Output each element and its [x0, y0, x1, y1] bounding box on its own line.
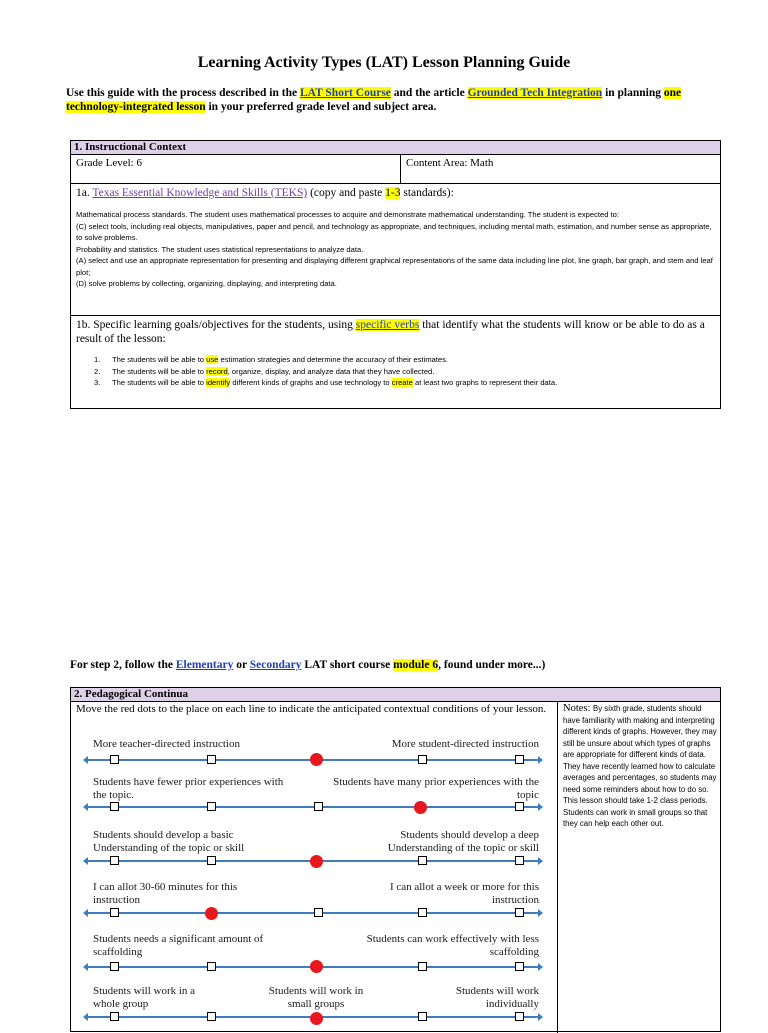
checkbox[interactable]: [110, 856, 119, 865]
grade-level: Grade Level: 6: [71, 155, 401, 183]
checkbox[interactable]: [515, 962, 524, 971]
checkbox[interactable]: [110, 1012, 119, 1021]
q1a-prompt: [76, 186, 716, 200]
checkbox[interactable]: [418, 962, 427, 971]
intro-text: in your preferred grade level and subject area.: [205, 101, 437, 113]
q1a-mid: (copy and paste: [307, 187, 386, 199]
objectives-cell: [71, 316, 720, 389]
red-dot-marker[interactable]: [310, 1012, 323, 1025]
column-divider: [557, 701, 558, 1033]
teks-link[interactable]: Texas Essential Knowledge and Skills (TEKS): [92, 187, 308, 199]
checkbox[interactable]: [418, 755, 427, 764]
red-dot-marker[interactable]: [310, 960, 323, 973]
intro-text: Use this guide with the process described in the: [66, 87, 300, 99]
checkbox[interactable]: [110, 962, 119, 971]
item-text: , organize, display, and analyze data that they have collected.: [227, 366, 435, 376]
item-text: The students will be able to: [112, 366, 207, 376]
continuum-right-label: I can allot a week or more for this instruction: [389, 881, 539, 906]
notes-label: Notes:: [563, 703, 594, 714]
lat-short-course-link[interactable]: LAT Short Course: [299, 87, 391, 99]
item-number: 3.: [94, 378, 101, 387]
standard-line: Mathematical process standards. The student uses mathematical processes to acquire and demonstrate mathematical understanding. The student is expected to:: [76, 210, 619, 219]
continuum-left-label: Students needs a significant amount of scaffolding: [93, 933, 264, 958]
item-text: estimation strategies and determine the accuracy of their estimates.: [218, 355, 449, 364]
continuum-middle-label: Students will work in small groups: [268, 985, 364, 1010]
step2-instruction: [70, 659, 545, 671]
specific-verbs-link[interactable]: specific verbs: [355, 319, 420, 331]
continuum-left-label: Students should develop a basic Understanding of the topic or skill: [93, 829, 245, 854]
intro-text: and the article: [390, 87, 468, 99]
list-item: [94, 354, 716, 366]
continuum-left-label: More teacher-directed instruction: [93, 738, 240, 750]
item-highlight: identify: [206, 378, 231, 387]
red-dot-marker[interactable]: [414, 801, 427, 814]
grounded-tech-link[interactable]: Grounded Tech Integration: [467, 87, 603, 99]
standard-line: Probability and statistics. The student uses statistical representations to analyze data.: [76, 244, 364, 254]
checkbox[interactable]: [207, 962, 216, 971]
checkbox[interactable]: [207, 856, 216, 865]
continuum-right-label: More student-directed instruction: [391, 738, 539, 750]
checkbox[interactable]: [418, 856, 427, 865]
continuum-right-label: Students will work individually: [455, 985, 539, 1010]
red-dot-marker[interactable]: [310, 753, 323, 766]
secondary-link[interactable]: Secondary: [249, 659, 302, 671]
q1b-prompt: [76, 318, 716, 346]
notes-cell: [563, 703, 717, 830]
item-text: at least two graphs to represent their data.: [412, 378, 558, 387]
checkbox[interactable]: [515, 856, 524, 865]
checkbox[interactable]: [207, 1012, 216, 1021]
continuum-right-label: Students have many prior experiences with the topic: [333, 776, 539, 801]
q1a-prefix: 1a.: [76, 187, 93, 199]
continuum-line: [87, 912, 539, 914]
step2-text: LAT short course: [301, 659, 394, 671]
checkbox[interactable]: [515, 908, 524, 917]
grade-content-row: [71, 155, 720, 184]
teks-standards: [76, 209, 716, 290]
instructional-context-table: [70, 140, 721, 409]
item-text: different kinds of graphs and use technology to: [230, 378, 392, 387]
checkbox[interactable]: [110, 755, 119, 764]
section1-header: 1. Instructional Context: [71, 141, 720, 155]
checkbox[interactable]: [110, 802, 119, 811]
objectives-list: [76, 354, 716, 389]
item-highlight: create: [391, 378, 413, 387]
checkbox[interactable]: [314, 802, 323, 811]
q1a-suffix: standards):: [400, 187, 454, 199]
red-dot-marker[interactable]: [310, 855, 323, 868]
item-highlight: record: [206, 366, 228, 376]
continua-instructions: Move the red dots to the place on each line to indicate the anticipated contextual conditions of your lesson.: [76, 703, 547, 715]
list-item: [94, 366, 716, 378]
content-area: Content Area: Math: [406, 157, 494, 169]
pedagogical-continua-table: [70, 687, 721, 1032]
standard-line: (A) select and use an appropriate representation for presenting and displaying different graphical representations of the same data including line plot, line graph, bar graph, and stem and leaf plot;: [76, 256, 713, 277]
section2-header: 2. Pedagogical Continua: [71, 688, 720, 702]
q1b-suffix: that identify what the students will know or be able to do as a result of the lesson:: [76, 319, 705, 345]
checkbox[interactable]: [110, 908, 119, 917]
continuum-right-label: Students can work effectively with less scaffolding: [366, 933, 539, 958]
checkbox[interactable]: [207, 802, 216, 811]
checkbox[interactable]: [207, 755, 216, 764]
notes-text: By sixth grade, students should have familiarity with making and interpreting different kinds of graphs. However, they may still be unsure about which types of graphs are appropriate for different kinds of data. They have recently learned how to calculate averages and percentages, so students may need some reminders about how to do so. This lesson should take 1-2 class periods. Students can work in small groups so that they can help each other out.: [563, 704, 717, 828]
elementary-link[interactable]: Elementary: [175, 659, 234, 671]
continuum-right-label: Students should develop a deep Understanding of the topic or skill: [387, 829, 539, 854]
continuum-left-label: Students will work in a whole group: [93, 985, 196, 1010]
intro-text: in planning: [602, 87, 664, 99]
step2-text: or: [233, 659, 250, 671]
q1a-highlight: 1-3: [385, 187, 401, 199]
step2-highlight: module 6: [393, 659, 439, 671]
intro-highlight: one technology-integrated lesson: [66, 87, 682, 113]
checkbox[interactable]: [515, 802, 524, 811]
checkbox[interactable]: [314, 908, 323, 917]
q1b-prefix: 1b. Specific learning goals/objectives for the students, using: [76, 319, 356, 331]
list-item: [94, 377, 716, 389]
item-text: The students will be able to: [112, 355, 207, 364]
continuum-line: [87, 806, 539, 808]
checkbox[interactable]: [418, 908, 427, 917]
item-text: The students will be able to: [112, 378, 207, 387]
continuum-left-label: I can allot 30-60 minutes for this instruction: [93, 881, 238, 906]
checkbox[interactable]: [515, 755, 524, 764]
checkbox[interactable]: [515, 1012, 524, 1021]
red-dot-marker[interactable]: [205, 907, 218, 920]
step2-text: For step 2, follow the: [70, 659, 176, 671]
standard-line: (C) select tools, including real objects, manipulatives, paper and pencil, and technology as appropriate, and techniques, including mental math, estimation, and number sense as appropriate, to solve problems.: [76, 221, 712, 242]
item-number: 1.: [94, 355, 101, 364]
page-title: Learning Activity Types (LAT) Lesson Planning Guide: [197, 54, 571, 71]
teks-cell: [71, 184, 720, 316]
checkbox[interactable]: [418, 1012, 427, 1021]
item-number: 2.: [94, 366, 101, 376]
step2-text: , found under more...): [438, 659, 546, 671]
intro-paragraph: [66, 86, 706, 114]
standard-line: (D) solve problems by collecting, organizing, displaying, and interpreting data.: [76, 279, 337, 288]
item-highlight: use: [206, 355, 219, 364]
continuum-left-label: Students have fewer prior experiences with the topic.: [93, 776, 284, 801]
